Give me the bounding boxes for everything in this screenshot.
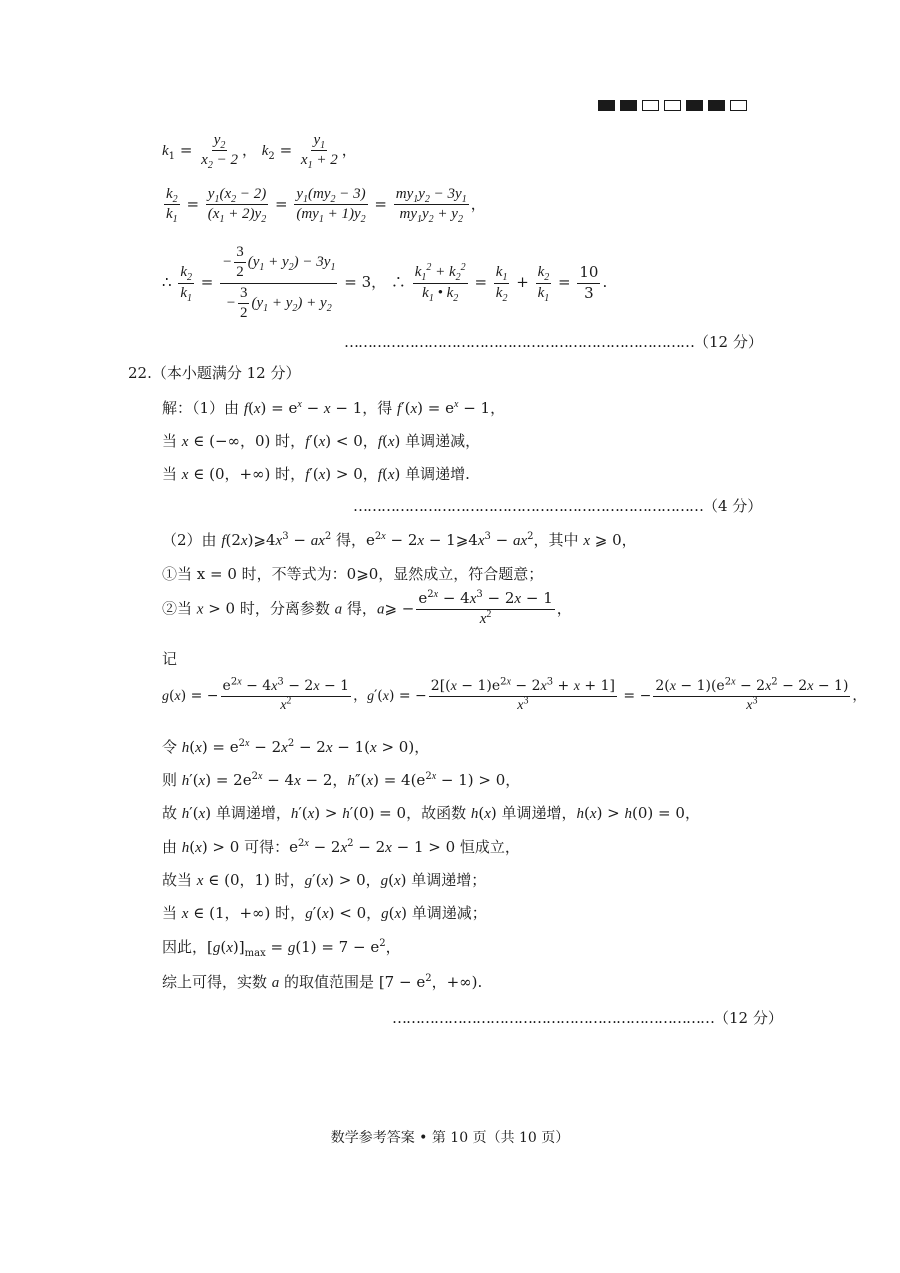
part2-case-zero: ①当 x = 0 时，不等式为：0⩾0，显然成立，符合题意； xyxy=(162,565,544,583)
marker-square-empty xyxy=(730,100,747,111)
part1-derivative: 解：（1）由 $f(x) = e^x - x - 1$，得 $f'(x) = e^x - 1$， xyxy=(162,399,506,417)
part1-decreasing: 当 x ∈ (−∞，0) 时，f′(x) < 0，f(x) 单调递减， xyxy=(162,432,481,450)
page-footer: 数学参考答案 • 第 10 页（共 10 页） xyxy=(330,1130,570,1146)
part2-ji: 记 xyxy=(162,650,178,668)
part2-h-monotone: 故 h′(x) 单调递增，h′(x) > h′(0) = 0，故函数 h(x) 单调递增，h(x) > h(0) = 0， xyxy=(162,804,700,822)
marker-square-empty xyxy=(642,100,659,111)
part2-inequality: （2）由 $f(2x)⩾4x^3 - ax^2$ 得，$e^{2x} - 2x$ − $1⩾4x^3 - ax^2$，其中 x ⩾ 0， xyxy=(162,531,637,549)
marker-square-filled xyxy=(620,100,637,111)
slope-ratio-result: ∴ $\frac{k_2}{k_1}$ = − $\frac{3}{2}$ $(y_1 + y_2) - 3y_1$ − $\frac{3}{2}$ $(y_1 + y_2) + y_2$ = 3， ∴ $\frac{k_1^2 + k_2^2}{k_1 • k_2}$ = $\frac{k_1}{k_2}$ + $\frac{k_2}{k_1}$ = $\frac{10}{3}$ . xyxy=(162,244,608,321)
slope-definitions: $k_1$ = $\frac{y_2}{x_2 - 2}$ ， $k_2$ = $\frac{y_1}{x_1 + 2}$ ， xyxy=(162,132,357,172)
question-22-title: 22.（本小题满分 12 分） xyxy=(128,364,301,382)
part1-increasing: 当 x ∈ (0，+∞) 时，f′(x) > 0，f(x) 单调递增. xyxy=(162,465,470,483)
marker-square-filled xyxy=(686,100,703,111)
part2-h-derivatives: 则 $h'(x) = 2e^{2x} - 4x - 2$，$h''(x) = 4(e^{2x} - 1) > 0$， xyxy=(162,771,521,789)
marker-square-filled xyxy=(708,100,725,111)
score-line-12: …………………………………………………………………（12 分） xyxy=(344,333,763,351)
page-marker xyxy=(598,100,747,111)
marker-square-empty xyxy=(664,100,681,111)
score-line-12-end: ……………………………………………………………（12 分） xyxy=(392,1009,783,1027)
marker-square-filled xyxy=(598,100,615,111)
part2-h-definition: 令 $h(x) = e^{2x} - 2x^2 - 2x - 1(x > 0)$， xyxy=(162,738,430,756)
score-line-4: …………………………………………………………………（4 分） xyxy=(353,497,763,515)
part2-g-increasing: 故当 x ∈ (0，1) 时，g′(x) > 0，g(x) 单调递增； xyxy=(162,871,487,889)
slope-ratio-equation: $\frac{k_2}{k_1}$ = $\frac{y_1(x_2 - 2)}{(x_1 + 2)y_2}$ = $\frac{y_1(my_2 - 3)}{(my_1 + 1)y_2}$ = $\frac{my_1y_2 - 3y_1}{my_1y_2 + y_2}$ ， xyxy=(166,186,486,226)
part2-g-derivative: g(x) = − $\frac{e^{2x} - 4x^3 - 2x - 1}{x^2}$ ，g′(x) = − $\frac{2[(x - 1)e^{2x} - 2x^3 + x + 1]}{x^3}$ = − $\frac{2(x - 1)(e^{2x} - 2x^2 - 2x - 1)}{x^3}$ ， xyxy=(162,676,867,714)
part2-h-positive: 由 h(x) > 0 可得：$e^{2x} - 2x^2 - 2x - 1 > 0$ 恒成立， xyxy=(162,838,520,856)
part2-g-decreasing: 当 x ∈ (1，+∞) 时，g′(x) < 0，g(x) 单调递减； xyxy=(162,904,487,922)
part2-case-positive: ②当 x > 0 时，分离参数 a 得，a⩾ − $\frac{e^{2x} - 4x^3 - 2x - 1}{x^2}$ ， xyxy=(162,589,572,628)
part2-g-max: 因此，$[g(x)]_{max} = g(1) = 7 - e^2$， xyxy=(162,938,401,959)
part2-conclusion: 综上可得，实数 a 的取值范围是 [$7 - e^2$，+∞). xyxy=(162,973,483,991)
